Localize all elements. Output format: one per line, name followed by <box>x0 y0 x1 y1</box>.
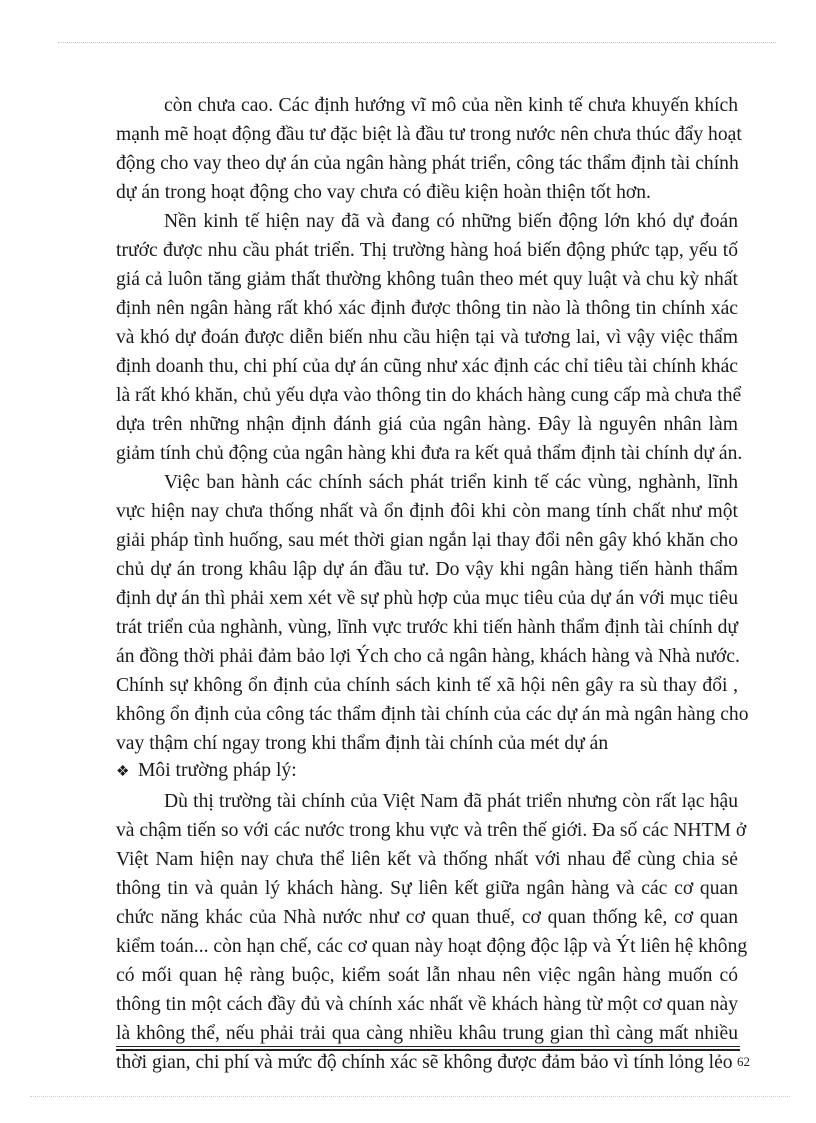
paragraph-line: Chính sự không ổn định của chính sách kinh tế xã hội nên gây ra sù thay đổi , <box>116 675 738 696</box>
paragraph-line: định dự án thì phải xem xét về sự phù hợp của mục tiêu của dự án với mục tiêu <box>116 588 738 609</box>
paragraph-line: chức năng khác của Nhà nước như cơ quan thuế, cơ quan thống kê, cơ quan <box>116 907 738 928</box>
paragraph-line: dựa trên những nhận định đánh giá của ngân hàng. Đây là nguyên nhân làm <box>116 414 738 435</box>
paragraph-line: Dù thị trường tài chính của Việt Nam đã phát triển nhưng còn rất lạc hậu <box>164 791 738 812</box>
paragraph-line: kiểm toán... còn hạn chế, các cơ quan này hoạt động độc lập và Ýt liên hệ không <box>116 936 748 957</box>
paragraph-line: thông tin và quản lý khách hàng. Sự liên kết giữa ngân hàng và các cơ quan <box>116 878 738 899</box>
paragraph-line: là không thể, nếu phải trải qua càng nhiều khâu trung gian thì càng mất nhiều <box>116 1023 738 1044</box>
paragraph-line: có mối quan hệ ràng buộc, kiểm soát lẫn nhau nên việc ngân hàng muốn có <box>116 965 738 986</box>
footer-rule-bottom <box>116 1049 740 1051</box>
paragraph-line: còn chưa cao. Các định hướng vĩ mô của nền kinh tế chưa khuyến khích <box>164 95 738 116</box>
paragraph-line: Việt Nam hiện nay chưa thể liên kết và thống nhất với nhau để cùng chia sẻ <box>116 849 738 870</box>
paragraph-line: dự án trong hoạt động cho vay chưa có điều kiện hoàn thiện tốt hơn. <box>116 182 651 203</box>
paragraph-line: trước được nhu cầu phát triển. Thị trường hàng hoá biến động phức tạp, yếu tố <box>116 240 738 261</box>
page-border-top <box>58 42 776 43</box>
paragraph-line: Việc ban hành các chính sách phát triển kinh tế các vùng, nghành, lĩnh <box>164 472 738 493</box>
paragraph-line: giải pháp tình huống, sau mét thời gian ngắn lại thay đổi nên gây khó khăn cho <box>116 530 738 551</box>
section-heading <box>116 757 516 785</box>
paragraph-line: và khó dự đoán được diễn biến nhu cầu hiện tại và tương lai, vì vậy việc thẩm <box>116 327 738 348</box>
paragraph-line: giá cả luôn tăng giảm thất thường không tuân theo mét quy luật và chu kỳ nhất <box>116 269 738 290</box>
diamond-bullet-icon: ❖ <box>116 764 130 780</box>
paragraph-line: không ổn định của công tác thẩm định tài chính của các dự án mà ngân hàng cho <box>116 704 749 725</box>
paragraph-line: giảm tính chủ động của ngân hàng khi đưa ra kết quả thẩm định tài chính dự án. <box>116 443 743 464</box>
paragraph-line: là rất khó khăn, chủ yếu dựa vào thông tin do khách hàng cung cấp mà chưa thể <box>116 385 742 406</box>
page-border-bottom <box>30 1096 790 1097</box>
paragraph-line: mạnh mẽ hoạt động đầu tư đặc biệt là đầu tư trong nước nên chưa thúc đẩy hoạt <box>116 124 742 145</box>
paragraph-line: vay thậm chí ngay trong khi thẩm định tài chính của mét dự án <box>116 733 609 754</box>
paragraph-line: định nên ngân hàng rất khó xác định được thông tin nào là thông tin chính xác <box>116 298 738 319</box>
paragraph-line: chủ dự án trong khâu lập dự án đầu tư. Do vậy khi ngân hàng tiến hành thẩm <box>116 559 738 580</box>
section-heading-text: Môi trường pháp lý: <box>138 760 297 781</box>
paragraph-line: động cho vay theo dự án của ngân hàng phát triển, công tác thẩm định tài chính <box>116 153 739 174</box>
footer-rule-top <box>116 1046 740 1047</box>
paragraph-line: và chậm tiến so với các nước trong khu vực và trên thế giới. Đa số các NHTM ở <box>116 820 747 841</box>
paragraph-line: thông tin một cách đầy đủ và chính xác nhất về khách hàng từ một cơ quan này <box>116 994 738 1015</box>
page-number: 62 <box>737 1054 750 1069</box>
paragraph-line: Nền kinh tế hiện nay đã và đang có những biến động lớn khó dự đoán <box>164 211 738 232</box>
paragraph-line: vực hiện nay chưa thống nhất và ổn định đôi khi còn mang tính chất như một <box>116 501 738 522</box>
paragraph-line: thời gian, chi phí và mức độ chính xác sẽ không được đảm bảo vì tính lỏng lẻo <box>116 1052 733 1073</box>
paragraph-line: án đồng thời phải đảm bảo lợi Ých cho cả ngân hàng, khách hàng và Nhà nước. <box>116 646 740 667</box>
paragraph-line: định doanh thu, chi phí của dự án cũng như xác định các chỉ tiêu tài chính khác <box>116 356 738 377</box>
paragraph-line: trát triển của nghành, vùng, lĩnh vực trước khi tiến hành thẩm định tài chính dự <box>116 617 738 638</box>
